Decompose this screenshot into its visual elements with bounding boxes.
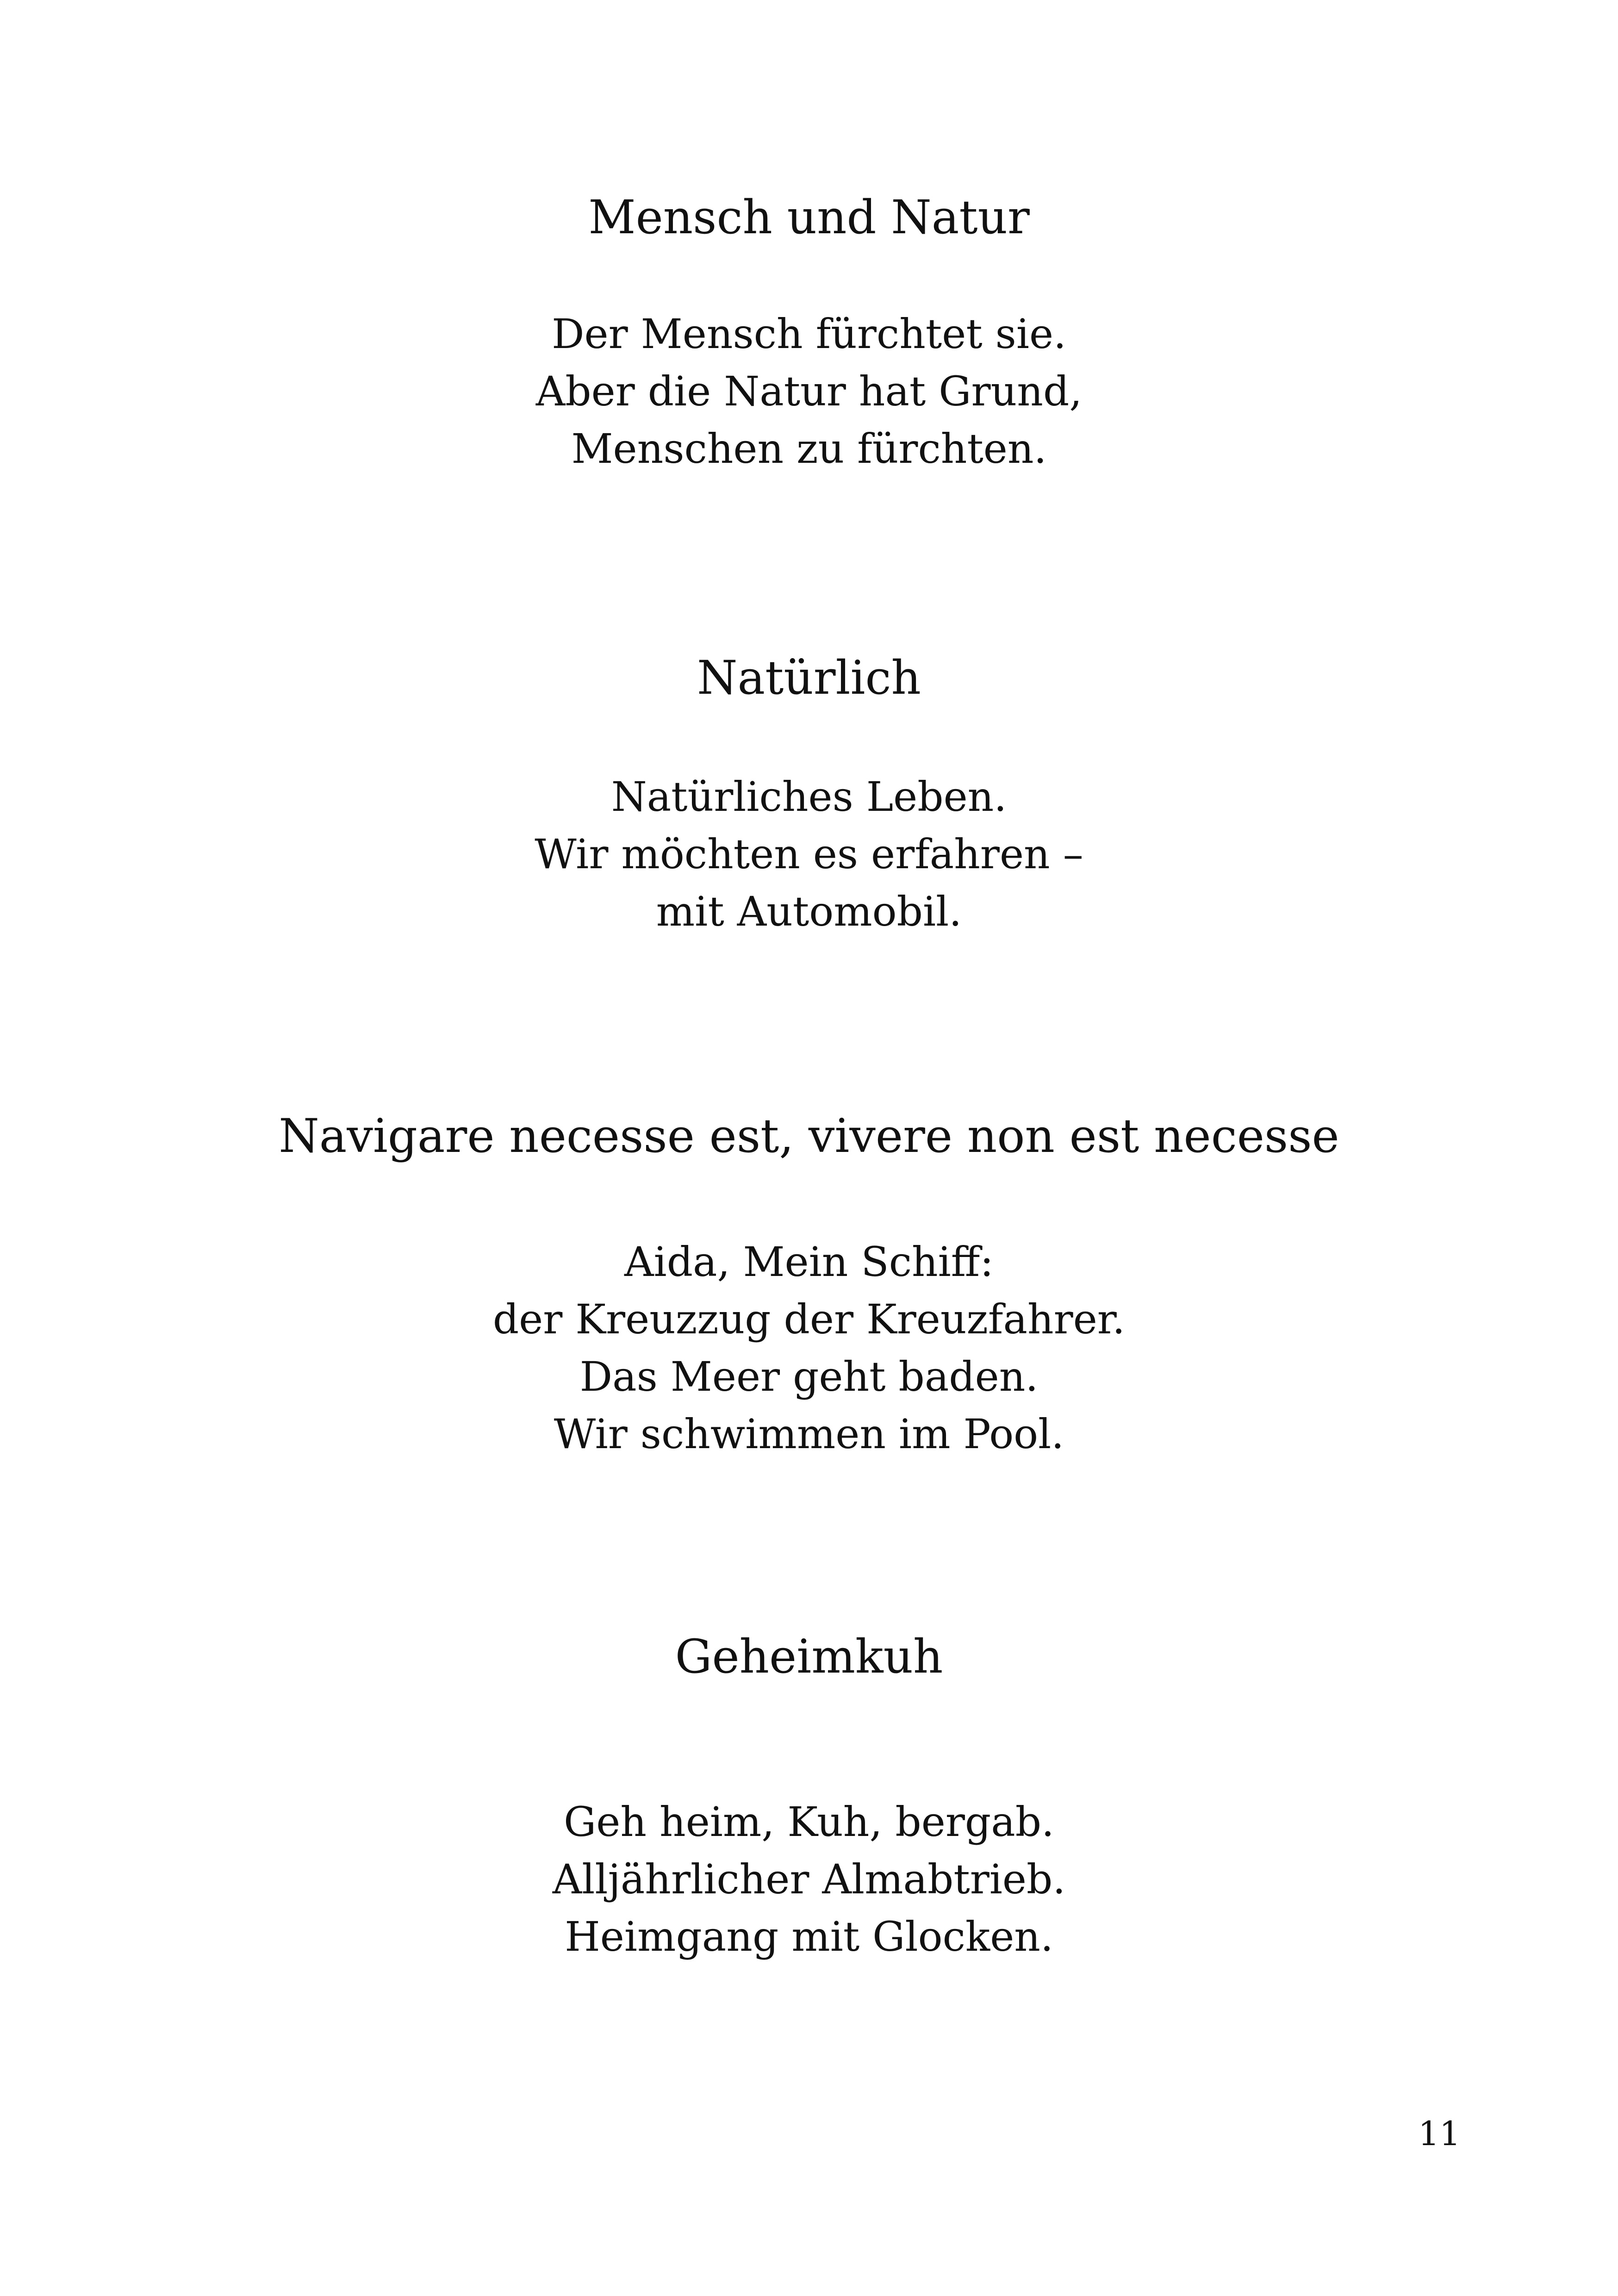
poem-line: Wir schwimmen im Pool. xyxy=(554,1410,1064,1458)
poem-title: Natürlich xyxy=(697,651,921,705)
poem-stanza xyxy=(0,305,1618,478)
poem-line: Geh heim, Kuh, bergab. xyxy=(564,1798,1054,1846)
poem-line: Alljährlicher Almabtrieb. xyxy=(552,1855,1066,1903)
poem-line: Der Mensch fürchtet sie. xyxy=(551,310,1067,358)
poem-line: der Kreuzzug der Kreuzfahrer. xyxy=(492,1295,1126,1343)
poem-line: Menschen zu fürchten. xyxy=(571,425,1047,473)
poem-line: mit Automobil. xyxy=(656,888,962,935)
page-number: 11 xyxy=(1418,2114,1461,2153)
poem-line: Wir möchten es erfahren – xyxy=(535,830,1083,878)
poem-stanza xyxy=(0,768,1618,940)
poem-title: Mensch und Natur xyxy=(588,190,1030,244)
poem-mensch-und-natur xyxy=(0,190,1618,478)
poem-geheimkuh xyxy=(0,1629,1618,1966)
poem-navigare-necesse-est xyxy=(0,1108,1618,1463)
poem-line: Das Meer geht baden. xyxy=(579,1353,1039,1400)
poem-stanza xyxy=(0,1233,1618,1463)
poem-stanza xyxy=(0,1793,1618,1966)
poem-line: Natürliches Leben. xyxy=(611,773,1007,821)
poem-line: Heimgang mit Glocken. xyxy=(565,1913,1053,1960)
poem-natuerlich xyxy=(0,650,1618,940)
poem-title: Geheimkuh xyxy=(675,1630,943,1684)
poem-title: Navigare necesse est, vivere non est necesse xyxy=(279,1109,1339,1163)
poem-line: Aida, Mein Schiff: xyxy=(624,1238,994,1286)
poem-line: Aber die Natur hat Grund, xyxy=(535,367,1083,415)
